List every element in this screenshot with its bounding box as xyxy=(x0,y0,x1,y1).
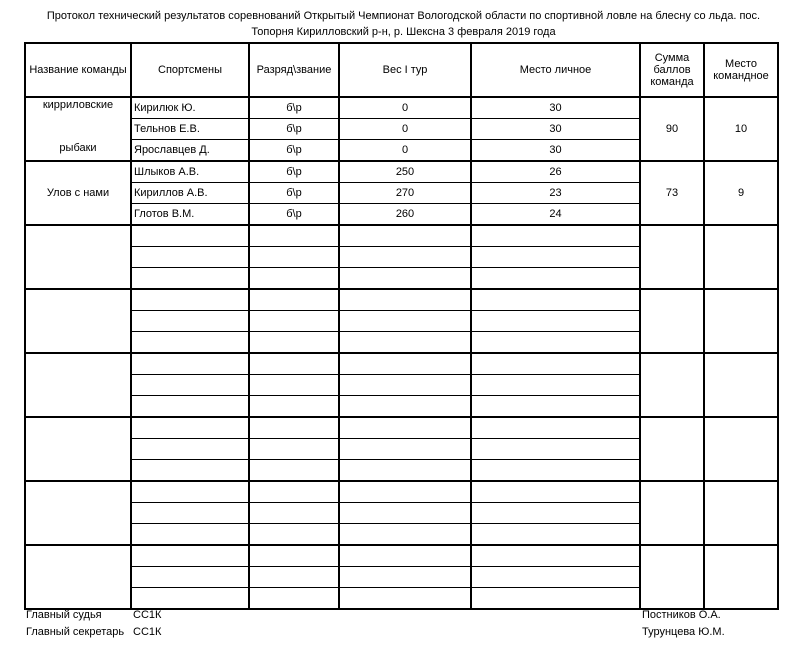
empty-cell xyxy=(249,311,339,332)
empty-cell xyxy=(249,503,339,524)
chief-judge-name: Постников О.А. xyxy=(642,609,721,621)
empty-row xyxy=(25,545,778,567)
header-sum xyxy=(640,43,704,97)
athlete-place: 23 xyxy=(471,183,640,204)
empty-cell xyxy=(471,503,640,524)
athlete-weight: 250 xyxy=(339,161,471,183)
team-place: 10 xyxy=(704,97,778,161)
empty-cell xyxy=(471,268,640,290)
empty-cell xyxy=(131,247,249,268)
empty-team-cell xyxy=(25,545,131,609)
empty-cell xyxy=(471,524,640,546)
empty-cell xyxy=(131,225,249,247)
empty-cell xyxy=(339,353,471,375)
empty-cell xyxy=(249,567,339,588)
empty-cell xyxy=(471,588,640,610)
empty-row xyxy=(25,417,778,439)
athlete-rank: б\р xyxy=(249,119,339,140)
athlete-weight: 270 xyxy=(339,183,471,204)
header-rank: Разряд\звание xyxy=(249,43,339,97)
empty-cell xyxy=(249,481,339,503)
empty-team-result-cell xyxy=(640,289,704,353)
header-weight: Вес I тур xyxy=(339,43,471,97)
empty-cell xyxy=(249,460,339,482)
athlete-place: 30 xyxy=(471,140,640,162)
empty-team-cell xyxy=(25,289,131,353)
table-row xyxy=(25,97,778,119)
empty-cell xyxy=(339,503,471,524)
empty-team-result-cell xyxy=(704,481,778,545)
empty-team-result-cell xyxy=(704,417,778,481)
empty-team-cell xyxy=(25,353,131,417)
header-team-place xyxy=(704,43,778,97)
chief-secretary-name: Турунцева Ю.М. xyxy=(642,626,725,638)
empty-team-cell xyxy=(25,417,131,481)
header-sum-line1: Сумма xyxy=(654,52,690,64)
empty-cell xyxy=(339,375,471,396)
empty-cell xyxy=(131,567,249,588)
chief-judge-category: СС1К xyxy=(133,609,162,621)
empty-cell xyxy=(131,332,249,354)
empty-cell xyxy=(131,375,249,396)
empty-cell xyxy=(249,225,339,247)
empty-cell xyxy=(131,545,249,567)
athlete-weight: 0 xyxy=(339,140,471,162)
empty-cell xyxy=(339,289,471,311)
athlete-place: 30 xyxy=(471,97,640,119)
protocol-title-line1: Протокол технический результатов соревнований Открытый Чемпионат Вологодской области по спортивной ловле на блесну со льда. пос. xyxy=(46,10,761,22)
results-table xyxy=(24,42,779,610)
empty-cell xyxy=(249,289,339,311)
empty-cell xyxy=(131,439,249,460)
empty-cell xyxy=(339,567,471,588)
header-sum-line2: баллов xyxy=(653,64,691,76)
table-row xyxy=(25,161,778,183)
empty-cell xyxy=(131,460,249,482)
empty-cell xyxy=(339,225,471,247)
team-name-cell xyxy=(25,97,131,161)
empty-team-result-cell xyxy=(704,289,778,353)
athlete-name: Кирилюк Ю. xyxy=(131,97,249,119)
empty-cell xyxy=(339,268,471,290)
empty-team-groups xyxy=(25,225,778,609)
empty-cell xyxy=(249,353,339,375)
empty-cell xyxy=(339,588,471,610)
empty-cell xyxy=(131,311,249,332)
athlete-place: 24 xyxy=(471,204,640,226)
empty-row xyxy=(25,353,778,375)
empty-cell xyxy=(339,545,471,567)
athlete-name: Шлыков А.В. xyxy=(131,161,249,183)
empty-cell xyxy=(471,545,640,567)
empty-cell xyxy=(131,503,249,524)
athlete-name: Глотов В.М. xyxy=(131,204,249,226)
empty-team-result-cell xyxy=(640,353,704,417)
empty-cell xyxy=(471,353,640,375)
empty-cell xyxy=(339,524,471,546)
empty-cell xyxy=(131,353,249,375)
empty-row xyxy=(25,481,778,503)
empty-cell xyxy=(339,396,471,418)
chief-secretary-category: СС1К xyxy=(133,626,162,638)
team-name: рыбаки xyxy=(59,142,97,154)
header-team: Название команды xyxy=(25,43,131,97)
empty-cell xyxy=(249,439,339,460)
empty-cell xyxy=(471,396,640,418)
empty-cell xyxy=(471,417,640,439)
empty-cell xyxy=(131,588,249,610)
empty-team-result-cell xyxy=(640,225,704,289)
empty-cell xyxy=(471,289,640,311)
header-row xyxy=(25,43,778,97)
empty-cell xyxy=(339,311,471,332)
empty-team-result-cell xyxy=(640,545,704,609)
empty-cell xyxy=(249,524,339,546)
empty-cell xyxy=(249,332,339,354)
team-sum: 73 xyxy=(640,161,704,225)
header-place: Место личное xyxy=(471,43,640,97)
empty-cell xyxy=(339,247,471,268)
team-name: Улов с нами xyxy=(25,161,131,225)
empty-cell xyxy=(471,332,640,354)
team-place: 9 xyxy=(704,161,778,225)
empty-team-cell xyxy=(25,225,131,289)
athlete-rank: б\р xyxy=(249,183,339,204)
athlete-weight: 0 xyxy=(339,119,471,140)
empty-cell xyxy=(339,332,471,354)
empty-team-cell xyxy=(25,481,131,545)
empty-cell xyxy=(131,524,249,546)
empty-cell xyxy=(471,567,640,588)
header-team-place-line2: командное xyxy=(713,70,769,82)
athlete-weight: 0 xyxy=(339,97,471,119)
empty-cell xyxy=(339,481,471,503)
chief-judge-label: Главный судья xyxy=(26,609,102,621)
empty-row xyxy=(25,225,778,247)
empty-cell xyxy=(339,439,471,460)
empty-team-result-cell xyxy=(704,353,778,417)
athlete-name: Ярославцев Д. xyxy=(131,140,249,162)
empty-cell xyxy=(249,268,339,290)
empty-team-result-cell xyxy=(640,417,704,481)
empty-row xyxy=(25,289,778,311)
empty-team-result-cell xyxy=(704,225,778,289)
athlete-rank: б\р xyxy=(249,161,339,183)
chief-secretary-label: Главный секретарь xyxy=(26,626,125,638)
empty-cell xyxy=(131,268,249,290)
empty-cell xyxy=(131,289,249,311)
empty-cell xyxy=(471,375,640,396)
empty-team-result-cell xyxy=(640,481,704,545)
empty-cell xyxy=(249,545,339,567)
empty-cell xyxy=(471,225,640,247)
protocol-title-line2: Топорня Кирилловский р-н, р. Шексна 3 февраля 2019 года xyxy=(251,26,556,38)
athlete-weight: 260 xyxy=(339,204,471,226)
header-sum-line3: команда xyxy=(650,76,694,88)
athlete-rank: б\р xyxy=(249,97,339,119)
empty-cell xyxy=(249,247,339,268)
athlete-place: 30 xyxy=(471,119,640,140)
empty-cell xyxy=(339,460,471,482)
empty-cell xyxy=(249,588,339,610)
empty-cell xyxy=(471,439,640,460)
athlete-place: 26 xyxy=(471,161,640,183)
header-athletes: Спортсмены xyxy=(131,43,249,97)
empty-cell xyxy=(471,481,640,503)
empty-cell xyxy=(471,247,640,268)
empty-cell xyxy=(249,375,339,396)
empty-cell xyxy=(249,417,339,439)
empty-cell xyxy=(131,396,249,418)
empty-cell xyxy=(131,481,249,503)
team-name: кирриловские xyxy=(42,99,114,111)
empty-cell xyxy=(339,417,471,439)
team-sum: 90 xyxy=(640,97,704,161)
empty-cell xyxy=(131,417,249,439)
empty-cell xyxy=(249,396,339,418)
athlete-name: Тельнов Е.В. xyxy=(131,119,249,140)
header-team-place-line1: Место xyxy=(725,58,757,70)
empty-cell xyxy=(471,460,640,482)
empty-cell xyxy=(471,311,640,332)
athlete-name: Кириллов А.В. xyxy=(131,183,249,204)
empty-team-result-cell xyxy=(704,545,778,609)
athlete-rank: б\р xyxy=(249,140,339,162)
athlete-rank: б\р xyxy=(249,204,339,226)
